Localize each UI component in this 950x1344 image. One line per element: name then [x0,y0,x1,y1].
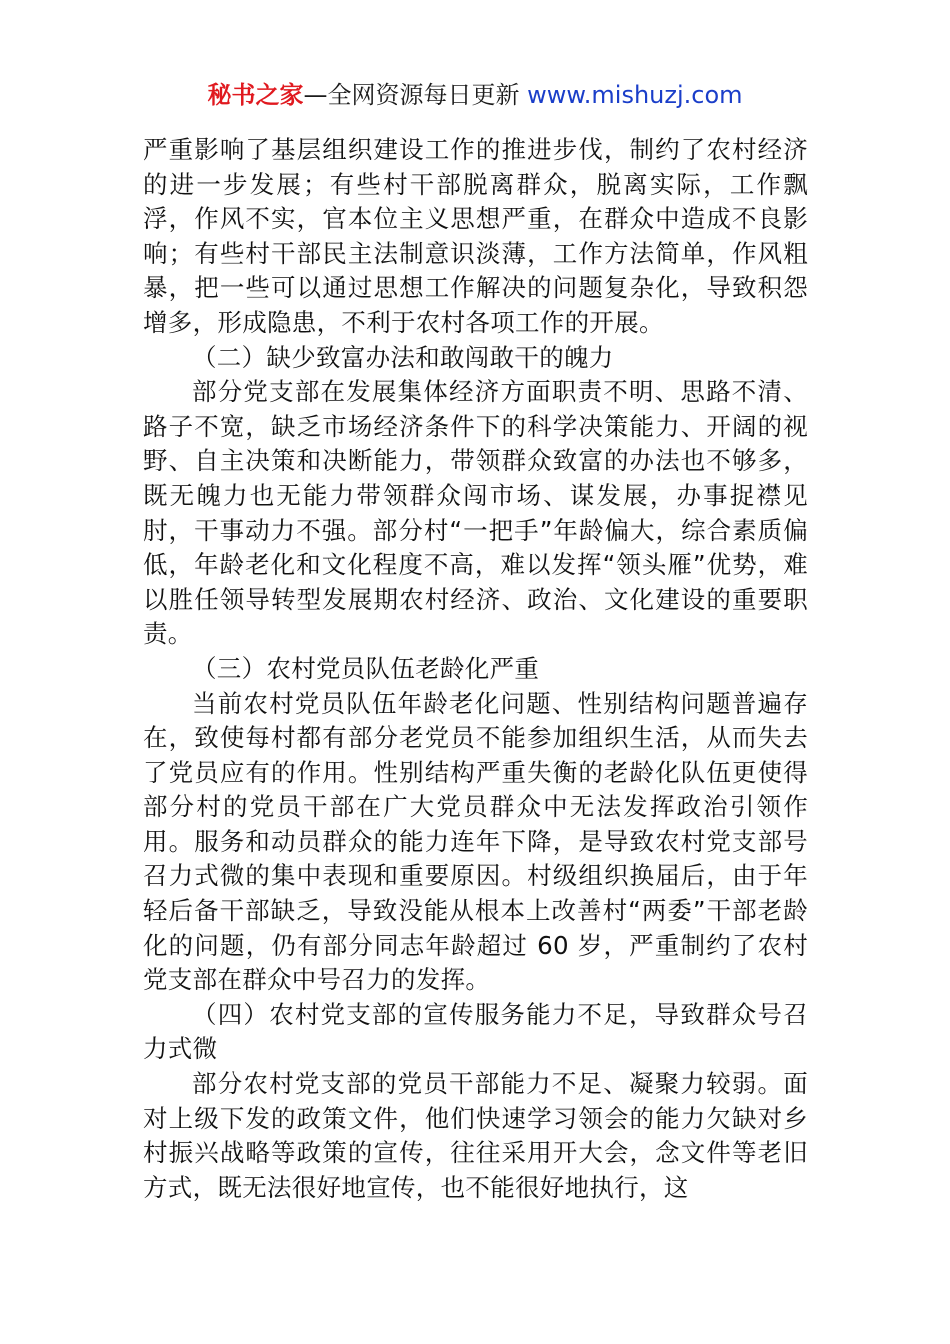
paragraph-section-4: 部分农村党支部的党员干部能力不足、凝聚力较弱。面对上级下发的政策文件，他们快速学习领会的能力欠缺对乡村振兴战略等政策的宣传，往往采用开大会，念文件等老旧方式，既无法很好地宣传，也不能很好地执行，这 [143,1069,808,1202]
section-heading-2: （二）缺少致富办法和敢闯敢干的魄力 [192,342,614,372]
site-header [0,78,950,112]
site-brand: 秘书之家 [207,81,304,109]
paragraph-continuation: 严重影响了基层组织建设工作的推进步伐，制约了农村经济的进一步发展；有些村干部脱离群众，脱离实际，工作飘浮，作风不实，官本位主义思想严重，在群众中造成不良影响；有些村干部民主法制意识淡薄，工作方法简单，作风粗暴，把一些可以通过思想工作解决的问题复杂化，导致积怨增多，形成隐患，不利于农村各项工作的开展。 [143,135,808,337]
section-heading-3: （三）农村党员队伍老龄化严重 [192,653,540,683]
site-url-link[interactable]: www.mishuzj.com [527,81,743,109]
section-heading-4: （四）农村党支部的宣传服务能力不足，导致群众号召力式微 [143,999,808,1064]
site-tagline: —全网资源每日更新 [303,81,520,109]
document-body [143,133,808,1205]
paragraph-section-2: 部分党支部在发展集体经济方面职责不明、思路不清、路子不宽，缺乏市场经济条件下的科学决策能力、开阔的视野、自主决策和决断能力，带领群众致富的办法也不够多，既无魄力也无能力带领群众闯市场、谋发展，办事捉襟见肘，干事动力不强。部分村“一把手”年龄偏大，综合素质偏低，年龄老化和文化程度不高，难以发挥“领头雁”优势，难以胜任领导转型发展期农村经济、政治、文化建设的重要职责。 [143,377,808,649]
paragraph-section-3: 当前农村党员队伍年龄老化问题、性别结构问题普遍存在，致使每村都有部分老党员不能参加组织生活，从而失去了党员应有的作用。性别结构严重失衡的老龄化队伍更使得部分村的党员干部在广大党员群众中无法发挥政治引领作用。服务和动员群众的能力连年下降，是导致农村党支部号召力式微的集中表现和重要原因。村级组织换届后，由于年轻后备干部缺乏，导致没能从根本上改善村“两委”干部老龄化的问题，仍有部分同志年龄超过 60 岁，严重制约了农村党支部在群众中号召力的发挥。 [143,688,808,995]
